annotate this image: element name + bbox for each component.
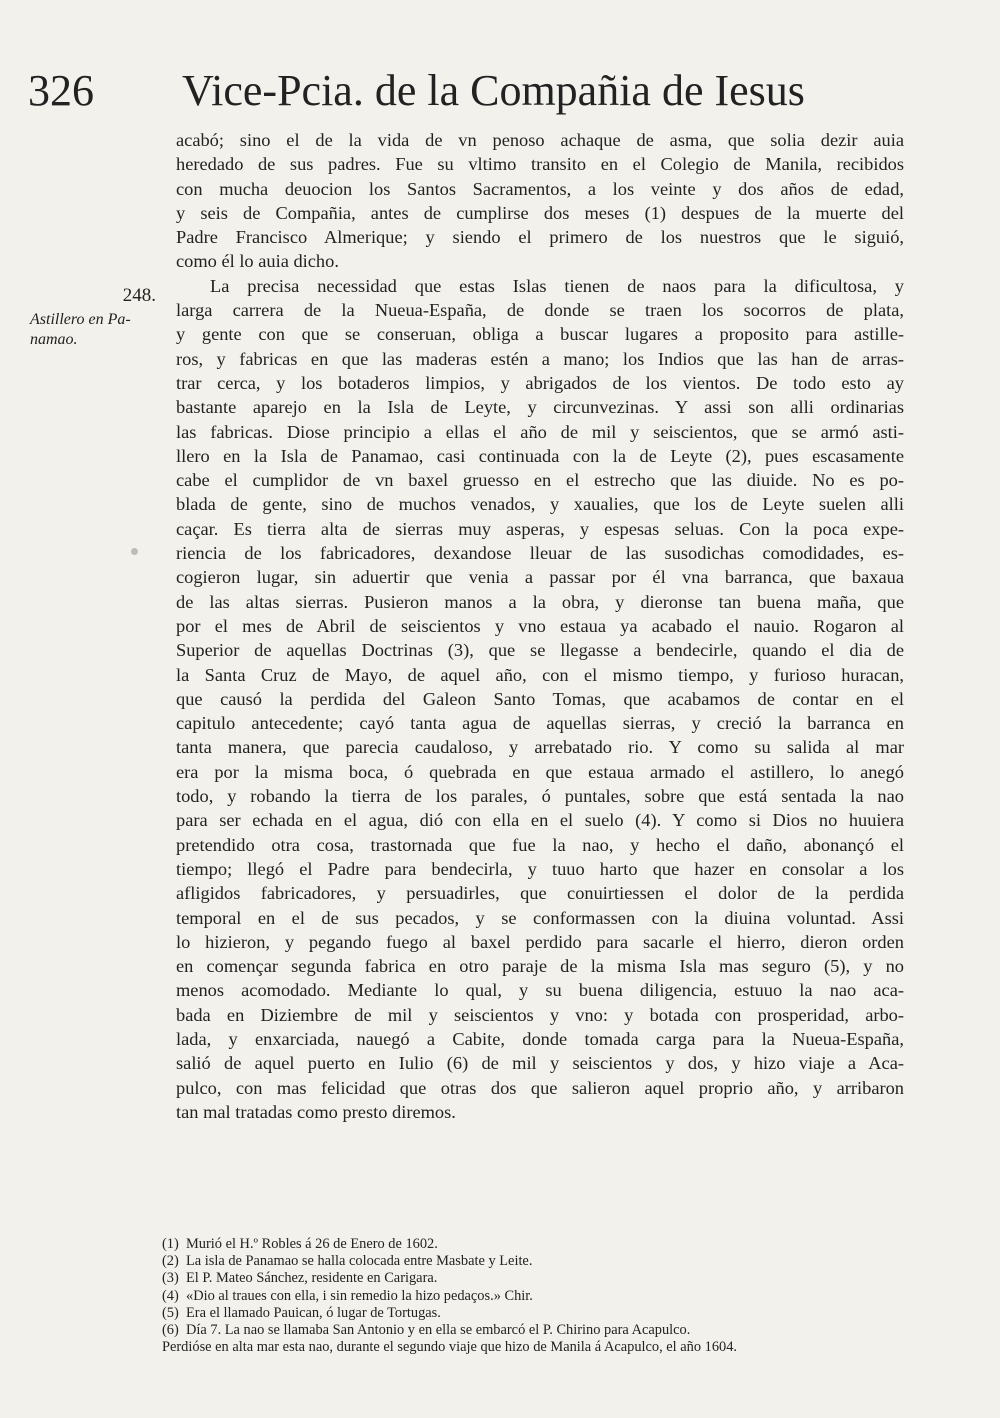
text-line: bada en Diziembre de mil y seiscientos y vno: y botada con prosperidad, arbo-: [176, 1004, 904, 1025]
text-line: en començar segunda fabrica en otro paraje de la misma Isla mas seguro (5), y no: [176, 956, 904, 977]
text-line: Superior de aquellas Doctrinas (3), que se llegasse a bendecirle, quando el dia de: [176, 640, 904, 661]
text-line: para ser echada en el agua, dió con ella en el suelo (4). Y como si Dios no huuiera: [176, 810, 904, 831]
text-line: cabe el cumplidor de vn baxel gruesso en el estrecho que las diuide. No es po-: [176, 470, 904, 491]
footnote-text: La isla de Panamao se halla colocada entre Masbate y Leite.: [186, 1253, 533, 1270]
text-line: trar cerca, y los botaderos limpios, y abrigados de los vientos. De todo esto ay: [176, 372, 904, 393]
text-line: cogieron lugar, sin aduertir que venia a passar por él vna barranca, que baxaua: [176, 567, 904, 588]
running-title: Vice-Pcia. de la Compañia de Iesus: [182, 66, 805, 115]
text-line: las fabricas. Diose principio a ellas el año de mil y seiscientos, que se armó asti-: [176, 421, 904, 442]
text-line: lo hizieron, y pegando fuego al baxel perdido para sacarle el hierro, dieron orden: [176, 931, 904, 952]
text-line: y gente con que se conseruan, obliga a buscar lugares a proposito para astille-: [176, 324, 904, 345]
text-line: Padre Francisco Almerique; y siendo el primero de los nuestros que le siguió,: [176, 227, 904, 248]
text-line: capitulo antecedente; cayó tanta agua de aquellas sierras, y creció la barranca en: [176, 713, 904, 734]
text-line: por el mes de Abril de seiscientos y vno estaua ya acabado el nauio. Rogaron al: [176, 615, 904, 636]
footnote-marker: (1): [162, 1236, 179, 1252]
footnote-text: «Dio al traues con ella, i sin remedio la hizo pedaços.» Chir.: [186, 1287, 533, 1304]
footnote-marker: (6): [162, 1321, 179, 1338]
footnote-marker: (2): [162, 1253, 179, 1270]
footnote: [162, 1305, 902, 1322]
text-line: tanta manera, que parecia caudaloso, y arrebatado rio. Y como su salida al mar: [176, 737, 904, 758]
text-line: y seis de Compañia, antes de cumplirse dos meses (1) despues de la muerte del: [176, 202, 904, 223]
text-line: caçar. Es tierra alta de sierras muy asperas, y espesas seluas. Con la poca expe-: [176, 518, 904, 539]
text-line: lada, y enxarciada, nauegó a Cabite, donde tomada carga para la Nueua-España,: [176, 1028, 904, 1049]
footnote: [162, 1253, 902, 1270]
text-line: era por la misma boca, ó quebrada en que estaua armado el astillero, lo anegó: [176, 761, 904, 782]
footnote: [162, 1236, 902, 1253]
footnote-text: Era el llamado Pauican, ó lugar de Tortugas.: [186, 1304, 441, 1321]
text-line: ros, y fabricas en que las maderas estén a mano; los Indios que las han de arras-: [176, 348, 904, 369]
footnote-text: El P. Mateo Sánchez, residente en Carigara.: [186, 1270, 438, 1287]
footnote-text: Día 7. La nao se llamaba San Antonio y en ella se embarcó el P. Chirino para Acapulco.: [186, 1321, 691, 1338]
text-line: pulco, con mas felicidad que otras dos que salieron aquel proprio año, y arribaron: [176, 1077, 904, 1098]
text-line: bastante aparejo en la Isla de Leyte, y circunvezinas. Y assi son alli ordinarias: [176, 397, 904, 418]
text-line: que causó la perdida del Galeon Santo Tomas, que acabamos de contar en el: [176, 688, 904, 709]
text-line: blada de gente, sino de muchos venados, y xaualies, que los de Leyte suelen alli: [176, 494, 904, 515]
paragraph-number: 248.: [122, 285, 156, 306]
text-line: todo, y robando la tierra de los parales, ó puntales, sobre que está sentada la nao: [176, 786, 904, 807]
footnote: [162, 1288, 902, 1305]
footnote-text: Murió el H.º Robles á 26 de Enero de 1602.: [186, 1236, 438, 1252]
footnote-marker: (5): [162, 1304, 179, 1321]
footnote: [162, 1270, 902, 1287]
text-line: acabó; sino el de la vida de vn penoso achaque de asma, que solia dezir auia: [176, 130, 904, 150]
margin-note-line: Astillero en Pa-: [30, 311, 131, 328]
footnote: [162, 1322, 902, 1339]
ink-spot: [131, 548, 138, 555]
footnotes: [162, 1236, 902, 1356]
text-line: salió de aquel puerto en Iulio (6) de mil y seiscientos y dos, y hizo viaje a Aca-: [176, 1053, 904, 1074]
text-line: como él lo auia dicho.: [176, 251, 339, 272]
text-line: riencia de los fabricadores, dexandose lleuar de las susodichas comodidades, es-: [176, 543, 904, 564]
page-number: 326: [28, 66, 94, 115]
margin-note: [30, 310, 166, 350]
text-line: La precisa necessidad que estas Islas tienen de naos para la dificultosa, y: [210, 275, 904, 296]
text-line: larga carrera de la Nueua-España, de donde se traen los socorros de plata,: [176, 300, 904, 321]
text-line: heredado de sus padres. Fue su vltimo transito en el Colegio de Manila, recibidos: [176, 154, 904, 175]
text-line: menos acomodado. Mediante lo qual, y su buena diligencia, estuuo la nao aca-: [176, 980, 904, 1001]
text-line: temporal en el de sus pecados, y se conformassen con la diuina voluntad. Assi: [176, 907, 904, 928]
margin-note-line: namao.: [30, 331, 78, 348]
footnote-marker: (3): [162, 1270, 179, 1287]
text-line: tan mal tratadas como presto diremos.: [176, 1101, 456, 1122]
text-line: la Santa Cruz de Mayo, de aquel año, con el mismo tiempo, y furioso huracan,: [176, 664, 904, 685]
text-line: tiempo; llegó el Padre para bendecirla, y tuuo harto que hazer en consolar a los: [176, 858, 904, 879]
footnote-continuation: Perdióse en alta mar esta nao, durante el segundo viaje que hizo de Manila á Acapulco, el año 1604.: [162, 1339, 738, 1356]
text-line: afligidos fabricadores, y persuadirles, que conuirtiessen el dolor de la perdida: [176, 883, 904, 904]
text-line: llero en la Isla de Panamao, casi continuada con la de Leyte (2), pues escasamente: [176, 445, 904, 466]
text-line: pretendido otra cosa, trastornada que fue la nao, y hecho el daño, abonançó el: [176, 834, 904, 855]
footnote-marker: (4): [162, 1287, 179, 1304]
text-line: con mucha deuocion los Santos Sacramentos, a los veinte y dos años de edad,: [176, 178, 904, 199]
text-line: de las altas sierras. Pusieron manos a la obra, y dieronse tan buena maña, que: [176, 591, 904, 612]
body-text: [176, 128, 904, 1124]
